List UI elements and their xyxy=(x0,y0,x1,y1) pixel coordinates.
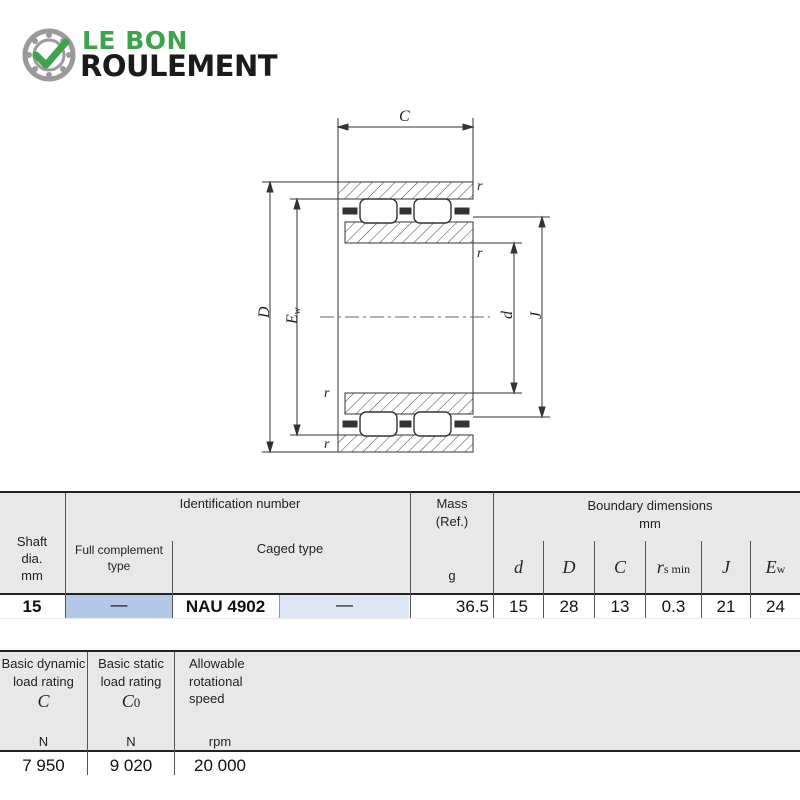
bearing-cross-section-drawing xyxy=(240,100,580,470)
symbol-rs-min: rs min xyxy=(656,557,691,577)
dynamic-rating-header-2: load rating xyxy=(13,674,74,689)
dim-label-r-bottom-left: r xyxy=(324,437,330,452)
speed-header-3: speed xyxy=(189,691,225,706)
boundary-unit: mm xyxy=(639,516,661,531)
boundary-header: Boundary dimensions xyxy=(587,498,713,513)
dynamic-rating-header: Basic dynamic xyxy=(1,656,86,671)
logo-text-le-bon: LE BON xyxy=(82,26,188,55)
dynamic-rating-unit: N xyxy=(38,734,49,749)
static-rating-symbol: C0 xyxy=(121,691,141,711)
dim-label-r-top-right: r xyxy=(477,179,483,194)
row-J: 21 xyxy=(716,597,736,616)
dim-label-C: C xyxy=(399,108,410,125)
full-complement-header-type: type xyxy=(107,559,131,573)
symbol-C: C xyxy=(613,557,626,577)
symbol-Ew: Ew xyxy=(765,557,786,577)
static-rating-header: Basic static xyxy=(98,656,164,671)
static-rating-unit: N xyxy=(126,734,136,749)
load-table-header-border xyxy=(0,750,800,752)
speed-header-2: rotational xyxy=(189,674,243,689)
dynamic-rating-symbol: C xyxy=(37,691,50,711)
dim-label-Ew: Ew xyxy=(284,307,303,324)
speed-header: Allowable xyxy=(189,656,245,671)
row-C: 13 xyxy=(610,597,630,616)
row-d: 15 xyxy=(509,597,528,616)
row-shaft-dia: 15 xyxy=(22,597,42,616)
table-top-border xyxy=(0,491,800,493)
mass-header: Mass xyxy=(436,496,468,511)
load-table-top-border xyxy=(0,650,800,652)
col-divider xyxy=(174,652,175,775)
row-caged-type: NAU 4902 xyxy=(185,597,266,616)
bearing-check-logo-icon xyxy=(22,28,76,82)
caged-type-header: Caged type xyxy=(256,541,324,556)
dim-label-J: J xyxy=(528,311,545,319)
logo-text-roulement: ROULEMENT xyxy=(80,49,278,83)
row-D: 28 xyxy=(559,597,579,616)
dim-label-r-inner-left: r xyxy=(324,386,330,401)
row-full-complement: — xyxy=(110,595,128,614)
identification-header: Identification number xyxy=(179,496,301,511)
symbol-d: d xyxy=(514,557,523,577)
row-Ew: 24 xyxy=(766,597,785,616)
row-mass: 36.5 xyxy=(455,597,489,616)
shaft-header-dia: dia. xyxy=(21,551,43,566)
mass-header-ref: (Ref.) xyxy=(435,514,469,529)
dim-label-D: D xyxy=(256,306,273,318)
shaft-header: Shaft xyxy=(16,534,48,549)
static-rating-header-2: load rating xyxy=(100,674,162,689)
row-rs-min: 0.3 xyxy=(661,597,686,616)
symbol-D: D xyxy=(562,557,576,577)
mass-unit: g xyxy=(448,568,456,583)
row-caged-other: — xyxy=(336,595,353,614)
full-complement-header: Full complement xyxy=(74,543,164,557)
row-speed: 20 000 xyxy=(194,756,246,775)
speed-unit: rpm xyxy=(208,734,232,749)
row-dynamic-rating: 7 950 xyxy=(22,756,65,775)
shaft-header-unit: mm xyxy=(21,568,43,583)
row-static-rating: 9 020 xyxy=(109,756,153,775)
dim-label-d: d xyxy=(499,311,516,319)
dim-label-r-inner-right: r xyxy=(477,246,483,261)
symbol-J: J xyxy=(722,557,730,577)
